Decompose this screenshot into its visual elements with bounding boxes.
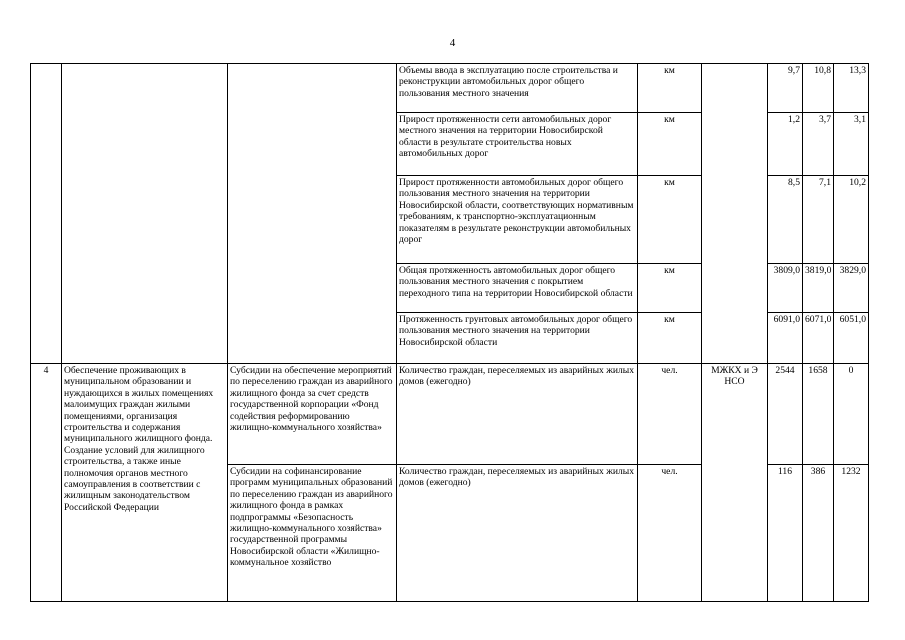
subsidy-cell bbox=[228, 64, 397, 364]
indicators-table bbox=[30, 63, 869, 602]
unit-cell: км bbox=[638, 313, 702, 364]
indicator-cell: Прирост протяженности автомобильных дорог общего пользования местного значения на территории Новосибирской области, соответствующих нормативным требованиям, к транспортно-эксплуатационным показателям в результате реконструкции автомобильных дорог bbox=[397, 176, 638, 264]
unit-cell: км bbox=[638, 264, 702, 313]
value-cell: 3,1 bbox=[834, 113, 869, 176]
table-row bbox=[31, 364, 869, 465]
value-cell: 386 bbox=[803, 465, 834, 602]
value-cell: 3809,0 bbox=[768, 264, 803, 313]
responsible-cell bbox=[702, 64, 768, 364]
number-cell: 4 bbox=[31, 364, 62, 602]
value-cell: 3819,0 bbox=[803, 264, 834, 313]
value-cell: 9,7 bbox=[768, 64, 803, 113]
value-cell: 0 bbox=[834, 364, 869, 465]
indicator-cell: Количество граждан, переселяемых из аварийных жилых домов (ежегодно) bbox=[397, 465, 638, 602]
value-cell: 6071,0 bbox=[803, 313, 834, 364]
value-cell: 6051,0 bbox=[834, 313, 869, 364]
page-number: 4 bbox=[449, 37, 456, 49]
value-cell: 13,3 bbox=[834, 64, 869, 113]
indicator-cell: Прирост протяженности сети автомобильных дорог местного значения на территории Новосибирской области в результате строительства новых автомобильных дорог bbox=[397, 113, 638, 176]
unit-cell: км bbox=[638, 176, 702, 264]
value-cell: 3,7 bbox=[803, 113, 834, 176]
value-cell: 3829,0 bbox=[834, 264, 869, 313]
responsible-cell: МЖКХ и Э НСО bbox=[702, 364, 768, 602]
value-cell: 6091,0 bbox=[768, 313, 803, 364]
value-cell: 7,1 bbox=[803, 176, 834, 264]
number-cell bbox=[31, 64, 62, 364]
subsidy-cell: Субсидии на обеспечение мероприятий по переселению граждан из аварийного жилищного фонда за счет средств государственной корпорации «Фонд содействия реформированию жилищно-коммунального хозяйства» bbox=[228, 364, 397, 465]
value-cell: 1658 bbox=[803, 364, 834, 465]
indicator-cell: Объемы ввода в эксплуатацию после строительства и реконструкции автомобильных дорог общего пользования местного значения bbox=[397, 64, 638, 113]
unit-cell: км bbox=[638, 64, 702, 113]
value-cell: 116 bbox=[768, 465, 803, 602]
value-cell: 8,5 bbox=[768, 176, 803, 264]
indicator-cell: Количество граждан, переселяемых из аварийных жилых домов (ежегодно) bbox=[397, 364, 638, 465]
unit-cell: чел. bbox=[638, 364, 702, 465]
value-cell: 10,8 bbox=[803, 64, 834, 113]
value-cell: 1,2 bbox=[768, 113, 803, 176]
authority-cell bbox=[62, 64, 228, 364]
authority-cell: Обеспечение проживающих в муниципальном образовании и нуждающихся в жилых помещениях малоимущих граждан жилыми помещениями, организация строительства и содержания муниципального жилищного фонда. Создание условий для жилищного строительства, а также иные полномочия органов местного самоуправления в соответствии с жилищным законодательством Российской Федерации bbox=[62, 364, 228, 602]
table-row bbox=[31, 64, 869, 113]
indicator-cell: Общая протяженность автомобильных дорог общего пользования местного значения с покрытием переходного типа на территории Новосибирской области bbox=[397, 264, 638, 313]
unit-cell: км bbox=[638, 113, 702, 176]
value-cell: 1232 bbox=[834, 465, 869, 602]
unit-cell: чел. bbox=[638, 465, 702, 602]
indicator-cell: Протяженность грунтовых автомобильных дорог общего пользования местного значения на территории Новосибирской области bbox=[397, 313, 638, 364]
value-cell: 2544 bbox=[768, 364, 803, 465]
value-cell: 10,2 bbox=[834, 176, 869, 264]
subsidy-cell: Субсидии на софинансирование программ муниципальных образований по переселению граждан из аварийного жилищного фонда в рамках подпрограммы «Безопасность жилищно-коммунального хозяйства» государственной программы Новосибирской области «Жилищно-коммунальное хозяйство bbox=[228, 465, 397, 602]
